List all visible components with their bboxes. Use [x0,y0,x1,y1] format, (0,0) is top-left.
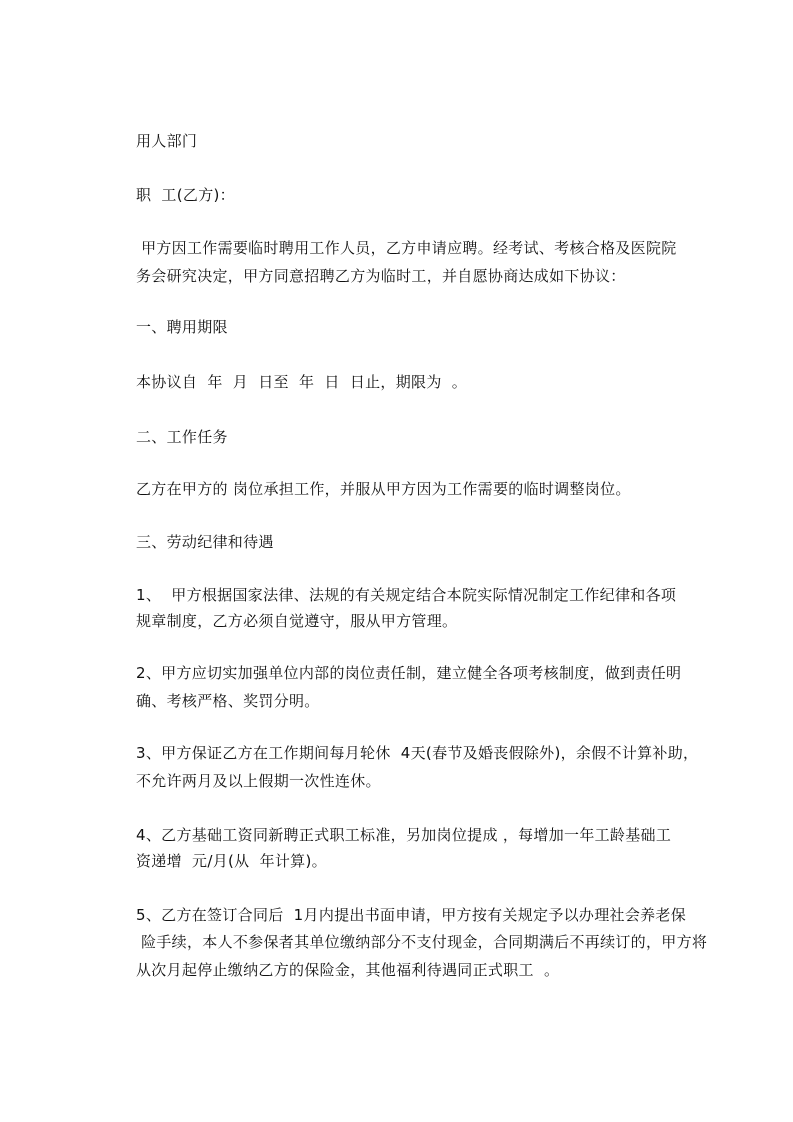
section-2-body: 乙方在甲方的 岗位承担工作，并服从甲方因为工作需要的临时调整岗位。 [136,480,631,498]
clause-1-line-2: 规章制度，乙方必须自觉遵守，服从甲方管理。 [136,612,458,630]
clause-5-line-1: 5、乙方在签订合同后 1月内提出书面申请，甲方按有关规定予以办理社会养老保 [136,906,687,924]
intro-line-1: 甲方因工作需要临时聘用工作人员，乙方申请应聘。经考试、考核合格及医院院 [136,239,677,257]
department-label: 用人部门 [136,132,198,150]
clause-3-line-2: 不允许两月及以上假期一次性连休。 [136,772,381,790]
section-2-heading: 二、工作任务 [136,428,228,446]
clause-5-line-3: 从次月起停止缴纳乙方的保险金，其他福利待遇同正式职工 。 [136,961,560,979]
clause-2-line-2: 确、考核严格、奖罚分明。 [136,692,320,710]
section-1-heading: 一、聘用期限 [136,318,228,336]
clause-1-line-1: 1、 甲方根据国家法律、法规的有关规定结合本院实际情况制定工作纪律和各项 [136,586,677,604]
clause-2-line-1: 2、甲方应切实加强单位内部的岗位责任制，建立健全各项考核制度，做到责任明 [136,664,682,682]
clause-4-line-2: 资递增 元/月(从 年计算)。 [136,852,327,870]
intro-line-2: 务会研究决定，甲方同意招聘乙方为临时工，并自愿协商达成如下协议： [136,267,626,285]
section-1-body: 本协议自 年 月 日至 年 日 日止，期限为 。 [136,373,468,391]
clause-5-line-2: 险手续，本人不参保者其单位缴纳部分不支付现金，合同期满后不再续订的，甲方将 [136,933,708,951]
section-3-heading: 三、劳动纪律和待遇 [136,533,274,551]
clause-4-line-1: 4、乙方基础工资同新聘正式职工标准，另加岗位提成 ，每增加一年工龄基础工 [136,826,672,844]
employee-label: 职 工(乙方)： [136,186,235,204]
clause-3-line-1: 3、甲方保证乙方在工作期间每月轮休 4天(春节及婚丧假除外)，余假不计算补助， [136,744,699,762]
